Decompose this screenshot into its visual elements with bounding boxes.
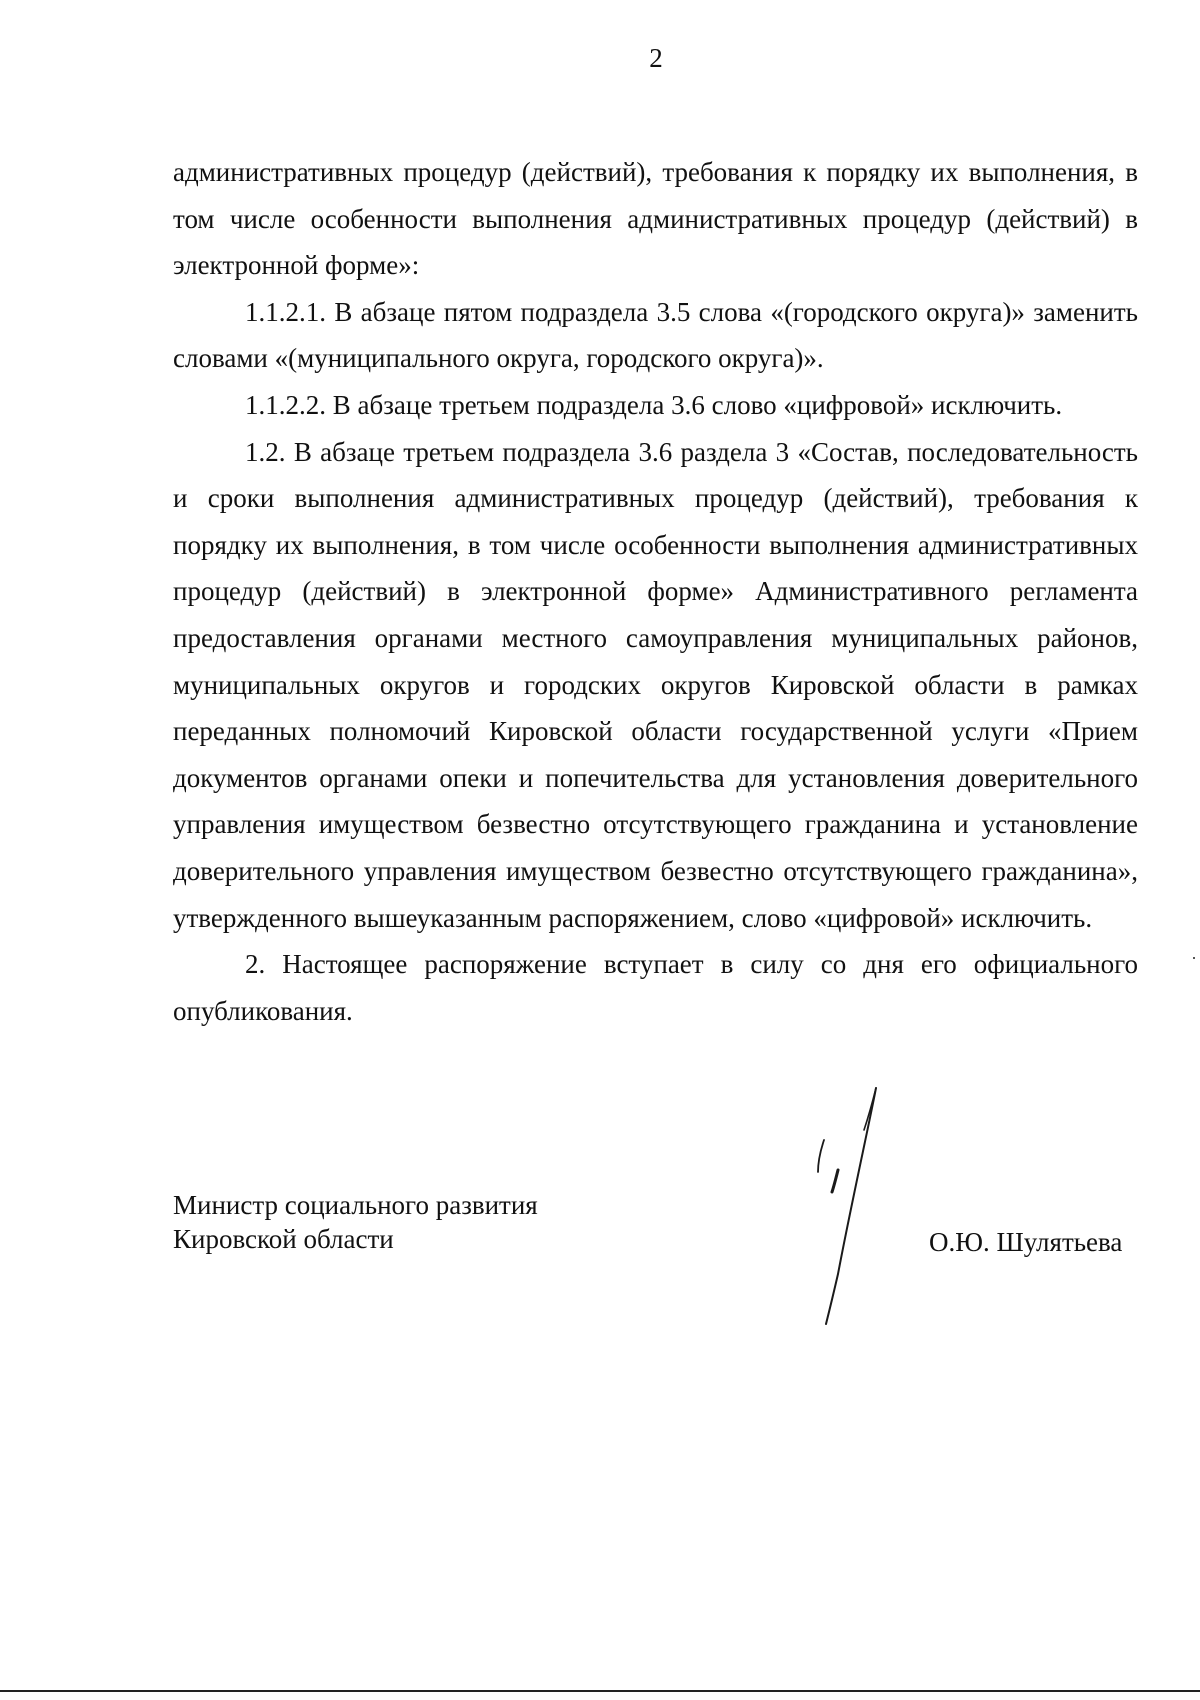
signatory-position <box>173 1188 538 1256</box>
signatory-position-line-2: Кировской области <box>173 1224 394 1254</box>
paragraph-1-1-2-1: 1.1.2.1. В абзаце пятом подраздела 3.5 слова «(городского округа)» заменить словами «(муниципального округа, городского округа)». <box>173 296 1138 374</box>
scan-speck <box>1193 957 1195 959</box>
paragraph-continuation: административных процедур (действий), требования к порядку их выполнения, в том числе особенности выполнения административных процедур (действий) в электронной форме»: <box>173 157 1138 281</box>
scan-bottom-edge <box>0 1690 1200 1692</box>
paragraph-1-1-2-2: 1.1.2.2. В абзаце третьем подраздела 3.6 слово «цифровой» исключить. <box>245 389 1063 420</box>
document-body <box>173 149 1138 1034</box>
signatory-name: О.Ю. Шулятьева <box>929 1227 1123 1257</box>
page-number: 2 <box>649 43 663 73</box>
paragraph-1-2: 1.2. В абзаце третьем подраздела 3.6 раздела 3 «Состав, последовательность и сроки выполнения административных процедур (действий), требования к порядку их выполнения, в том числе особенности выполнения административных процедур (действий) в электронной форме» Административного регламента предоставления органами местного самоуправления муниципальных районов, муниципальных округов и городских округов Кировской области в рамках переданных полномочий Кировской области государственной услуги «Прием документов органами опеки и попечительства для установления доверительного управления имуществом безвестно отсутствующего гражданина и установление доверительного управления имуществом безвестно отсутствующего гражданина», утвержденного вышеуказанным распоряжением, слово «цифровой» исключить. <box>173 436 1138 933</box>
handwritten-signature <box>780 1060 900 1340</box>
paragraph-2: 2. Настоящее распоряжение вступает в силу со дня его официального опубликования. <box>173 949 1138 1026</box>
signatory-position-line-1: Министр социального развития <box>173 1190 538 1220</box>
